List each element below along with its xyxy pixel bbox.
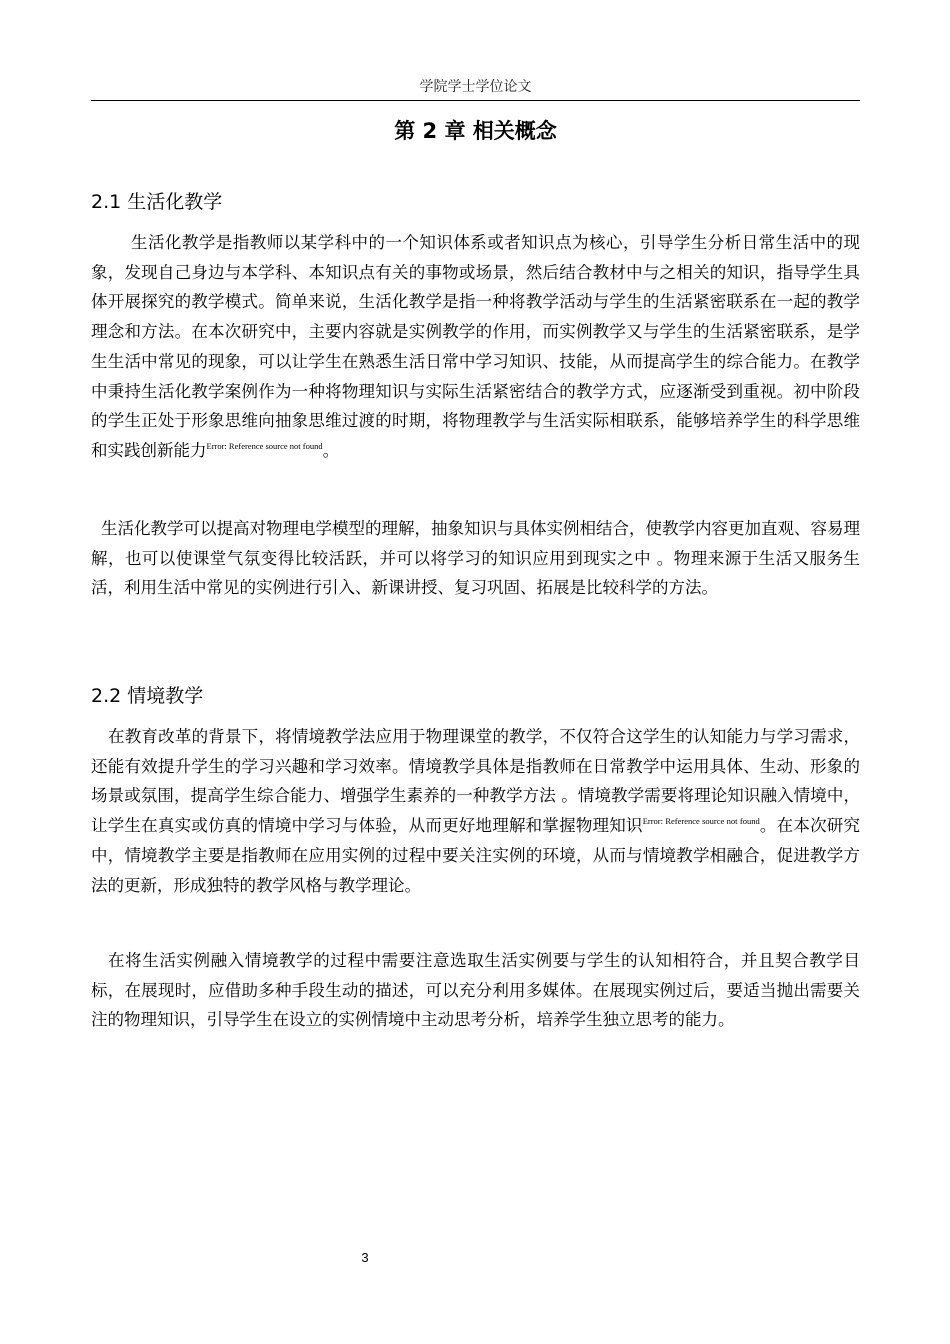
paragraph-text: 生活化教学是指教师以某学科中的一个知识体系或者知识点为核心，引导学生分析日常生活中的现象，发现自己身边与本学科、本知识点有关的事物或场景，然后结合教材中与之相关的知识，指导学生具体开展探究的教学模式。简单来说，生活化教学是指一种将教学活动与学生的生活紧密联系在一起的教学理念和方法。在本次研究中，主要内容就是实例教学的作用，而实例教学又与学生的生活紧密联系，是学生生活中常见的现象，可以让学生在熟悉生活日常中学习知识、技能，从而提高学生的综合能力。在教学中秉持生活化教学案例作为一种将物理知识与实际生活紧密结合的教学方式，应逐渐受到重视。初中阶段的学生正处于形象思维向抽象思维过渡的时期，将物理教学与生活实际相联系，能够培养学生的科学思维和实践创新能力 bbox=[91, 233, 860, 460]
page-number: 3 bbox=[361, 1250, 369, 1265]
header-rule bbox=[91, 100, 860, 101]
reference-error-citation: Error: Reference source not found bbox=[642, 816, 760, 827]
section-2-1-paragraph-1 bbox=[91, 228, 860, 466]
section-2-2-paragraph-2: 在将生活实例融入情境教学的过程中需要注意选取生活实例要与学生的认知相符合，并且契合教学目标，在展现时，应借助多种手段生动的描述，可以充分利用多媒体。在展现实例过后，要适当抛出需要关注的物理知识，引导学生在设立的实例情境中主动思考分析，培养学生独立思考的能力。 bbox=[91, 951, 860, 1030]
section-heading-2-1: 2.1 生活化教学 bbox=[91, 191, 223, 213]
paragraph-text: 。在本次研究中，情境教学主要是指教师在应用实例的过程中要关注实例的环境，从而与情境教学相融合，促进教学方法的更新，形成独特的教学风格与教学理论。 bbox=[91, 816, 861, 895]
paragraph-text: 。 bbox=[322, 440, 340, 460]
section-heading-2-2: 2.2 情境教学 bbox=[91, 685, 204, 707]
running-header: 学院学士学位论文 bbox=[419, 79, 532, 95]
section-2-2-paragraph-1 bbox=[91, 722, 860, 900]
paragraph-text: 在教育改革的背景下，将情境教学法应用于物理课堂的教学，不仅符合这学生的认知能力与学习需求，还能有效提升学生的学习兴趣和学习效率。情境教学具体是指教师在日常教学中运用具体、生动、形象的场景或氛围，提高学生综合能力、增强学生素养的一种教学方法 。情境教学需要将理论知识融入情境中，让学生在真实或仿真的情境中学习与体验，从而更好地理解和掌握物理知识 bbox=[91, 727, 860, 836]
section-2-1-paragraph-2: 生活化教学可以提高对物理电学模型的理解，抽象知识与具体实例相结合，使教学内容更加直观、容易理解，也可以使课堂气氛变得比较活跃，并可以将学习的知识应用到现实之中 。物理来源于生活又服务生活，利用生活中常见的实例进行引入、新课讲授、复习巩固、拓展是比较科学的方法。 bbox=[91, 519, 860, 598]
reference-error-citation: Error: Reference source not found bbox=[206, 440, 323, 451]
chapter-title: 第 2 章 相关概念 bbox=[394, 119, 557, 143]
